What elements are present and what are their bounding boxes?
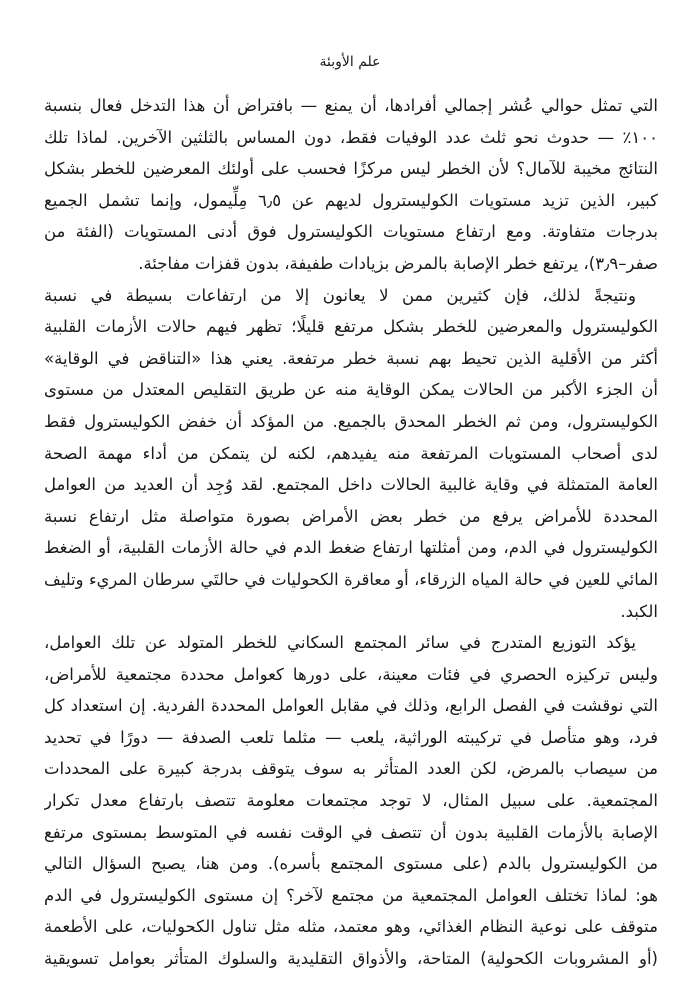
text-line: الكبد. [620, 601, 658, 621]
text-line: المحددة للأمراض يرفع من خطر بعض الأمراض بصورة متواصلة مثل ارتفاع نسبة [44, 506, 658, 526]
text-line: صفر–٣٫٩)، يرتفع خطر الإصابة بالمرض بزيادات طفيفة، بدون قفزات مفاجئة. [138, 253, 658, 273]
text-line: الكوليسترول والمعرضين للخطر بشكل مرتفع قليلًا؛ تظهر فيهم حالات الأزمات القلبية [44, 317, 658, 337]
text-line: بدرجات متفاوتة. ومع ارتفاع مستويات الكوليسترول فوق أدنى المستويات (الفئة من [44, 222, 658, 242]
text-line: المجتمعية. على سبيل المثال، لا توجد مجتمعات معلومة تتصف بارتفاع معدل تكرار [44, 791, 658, 811]
text-line: متوقف على نوعية النظام الغذائي، وهو معتمد، مثله مثل تناول الكحوليات، على الأطعمة [44, 917, 658, 937]
text-line: من سيصاب بالمرض، لكن العدد المتأثر به سوف يتوقف بدرجة كبيرة على المحددات [44, 759, 658, 779]
text-line: أكثر من الأقلية الذين تحيط بهم نسبة خطر مرتفعة. يعني هذا «التناقض في الوقاية» [44, 348, 658, 368]
text-line: ونتيجةً لذلك، فإن كثيرين ممن لا يعانون إلا من ارتفاعات بسيطة في نسبة [44, 285, 636, 305]
text-line: يؤكد التوزيع المتدرج في سائر المجتمع السكاني للخطر المتولد عن تلك العوامل، [44, 633, 636, 653]
text-line: من الكوليسترول بالدم (على مستوى المجتمع بأسره). ومن هنا، يصبح السؤال التالي [44, 854, 658, 874]
text-line: لدى أصحاب المستويات المرتفعة منه يفيدهم، لكنه لن يتمكن من أداء مهمة الصحة [44, 443, 658, 463]
text-line: وليس تركيزه الحصري في فئات معينة، على دورها كعوامل محددة مجتمعية للأمراض، [44, 664, 658, 684]
text-line: التي تمثل حوالي عُشر إجمالي أفرادها، أن يمنع — بافتراض أن هذا التدخل فعال بنسبة [44, 96, 658, 115]
body-text [44, 90, 658, 975]
text-line: الكوليسترول في الدم، ومن أمثلتها ارتفاع ضغط الدم في حالة الأزمات القلبية، أو الضغط [44, 538, 658, 558]
text-line: أن الجزء الأكبر من الحالات يمكن الوقاية منه عن طريق التقليص المعتدل من مستوى [44, 380, 658, 400]
running-header: علم الأوبئة [319, 54, 381, 70]
text-line: الكوليسترول، ومن ثم الخطر المحدق بالجميع. من المؤكد أن خفض الكوليسترول فقط [44, 411, 658, 431]
paragraph-2 [44, 280, 658, 628]
paragraph-3 [44, 627, 658, 975]
text-line: هو: لماذا تختلف العوامل المجتمعية من مجتمع لآخر؟ إن مستوى الكوليسترول في الدم [44, 885, 658, 905]
paragraph-1 [44, 90, 658, 280]
text-line: التي نوقشت في الفصل الرابع، وذلك في مقابل العوامل المحددة الفردية. إن استعداد كل [44, 696, 658, 716]
text-line: العامة المتمثلة في وقاية غالبية الحالات داخل المجتمع. لقد وُجِد أن العديد من العوامل [44, 475, 658, 495]
text-line: المائي للعين في حالة المياه الزرقاء، أو معاقرة الكحوليات في حالتَي سرطان المريء وتليف [44, 569, 658, 589]
text-line: ١٠٠٪ — حدوث نحو ثلث عدد الوفيات فقط، دون المساس بالثلثين الآخرين. لماذا تلك [44, 127, 658, 147]
text-line: (أو المشروبات الكحولية) المتاحة، والأذواق التقليدية والسلوك المتأثر بعوامل تسويقية [44, 949, 658, 969]
text-line: فرد، وهو متأصل في تركيبته الوراثية، يلعب — مثلما تلعب الصدفة — دورًا في تحديد [44, 727, 658, 747]
text-line: الإصابة بالأزمات القلبية بدون أن تتصف في الوقت نفسه في المتوسط بمستوى مرتفع [44, 822, 658, 842]
text-line: النتائج مخيبة للآمال؟ لأن الخطر ليس مركزًا فحسب على أولئك المعرضين للخطر بشكل [44, 159, 658, 179]
text-line: كبير، الذين تزيد مستويات الكوليسترول لديهم عن ٦٫٥ مِلِّيمول، وإنما تشمل الجميع [44, 190, 658, 210]
